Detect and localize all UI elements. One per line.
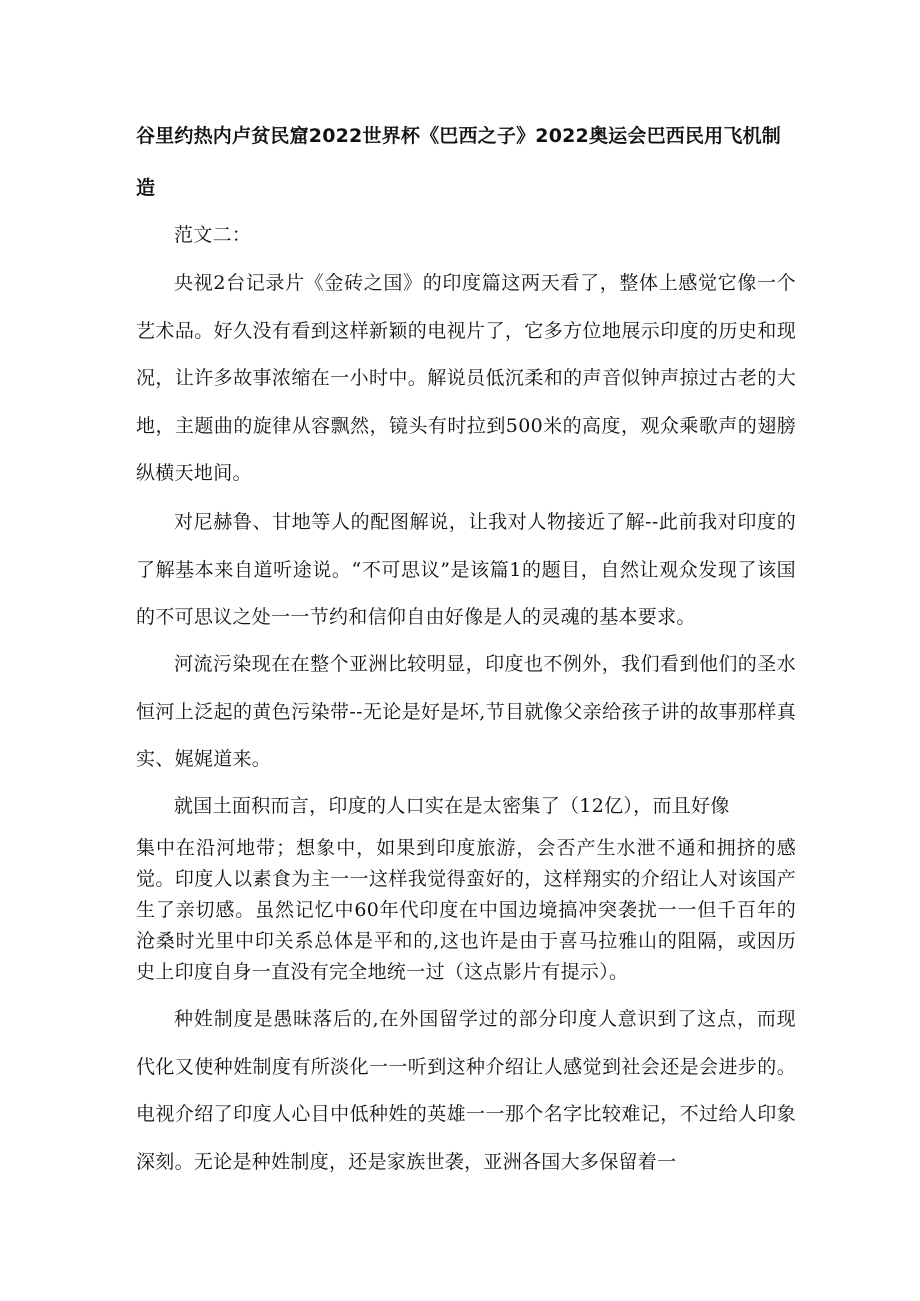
section-label: 范文二： [174, 224, 252, 246]
paragraph-1: 央视2台记录片《金砖之国》的印度篇这两天看了，整体上感觉它像一个艺术品。好久没有看到这样新颖的电视片了，它多方位地展示印度的历史和现况，让许多故事浓缩在一小时中。解说员低沉柔和的声音似钟声掠过古老的大地，主题曲的旋律从容飘然，镜头有时拉到500米的高度，观众乘歌声的翅膀纵横天地间。 [136, 272, 796, 484]
paragraph-2: 对尼赫鲁、甘地等人的配图解说，让我对人物接近了解--此前我对印度的了解基本来自道听途说。“不可思议”是该篇1的题目，自然让观众发现了该国的不可思议之处一一节约和信仰自由好像是人的灵魂的基本要求。 [136, 511, 796, 628]
paragraph-4-continued: 集中在沿河地带；想象中，如果到印度旅游，会否产生水泄不通和拥挤的感觉。印度人以素食为主一一这样我觉得蛮好的，这样翔实的介绍让人对该国产生了亲切感。虽然记忆中60年代印度在中国边境搞冲突袭扰一一但千百年的沧桑时光里中印关系总体是平和的,这也许是由于喜马拉雅山的阻隔，或因历史上印度自身一直没有完全地统一过（这点影片有提示）。 [136, 837, 796, 983]
paragraph-3: 河流污染现在在整个亚洲比较明显，印度也不例外，我们看到他们的圣水恒河上泛起的黄色污染带--无论是好是坏,节目就像父亲给孩子讲的故事那样真实、娓娓道来。 [136, 653, 796, 770]
paragraph-4-first-line: 就国土面积而言，印度的人口实在是太密集了（12亿），而且好像 [174, 795, 730, 817]
document-title: 谷里约热内卢贫民窟2022世界杯《巴西之子》2022奥运会巴西民用飞机制造 [136, 125, 781, 199]
paragraph-5: 种姓制度是愚昧落后的,在外国留学过的部分印度人意识到了这点，而现代化又使种姓制度有所淡化一一听到这种介绍让人感觉到社会还是会进步的。电视介绍了印度人心目中低种姓的英雄一一那个名字比较难记，不过给人印象深刻。无论是种姓制度，还是家族世袭，亚洲各国大多保留着一 [136, 1008, 796, 1173]
